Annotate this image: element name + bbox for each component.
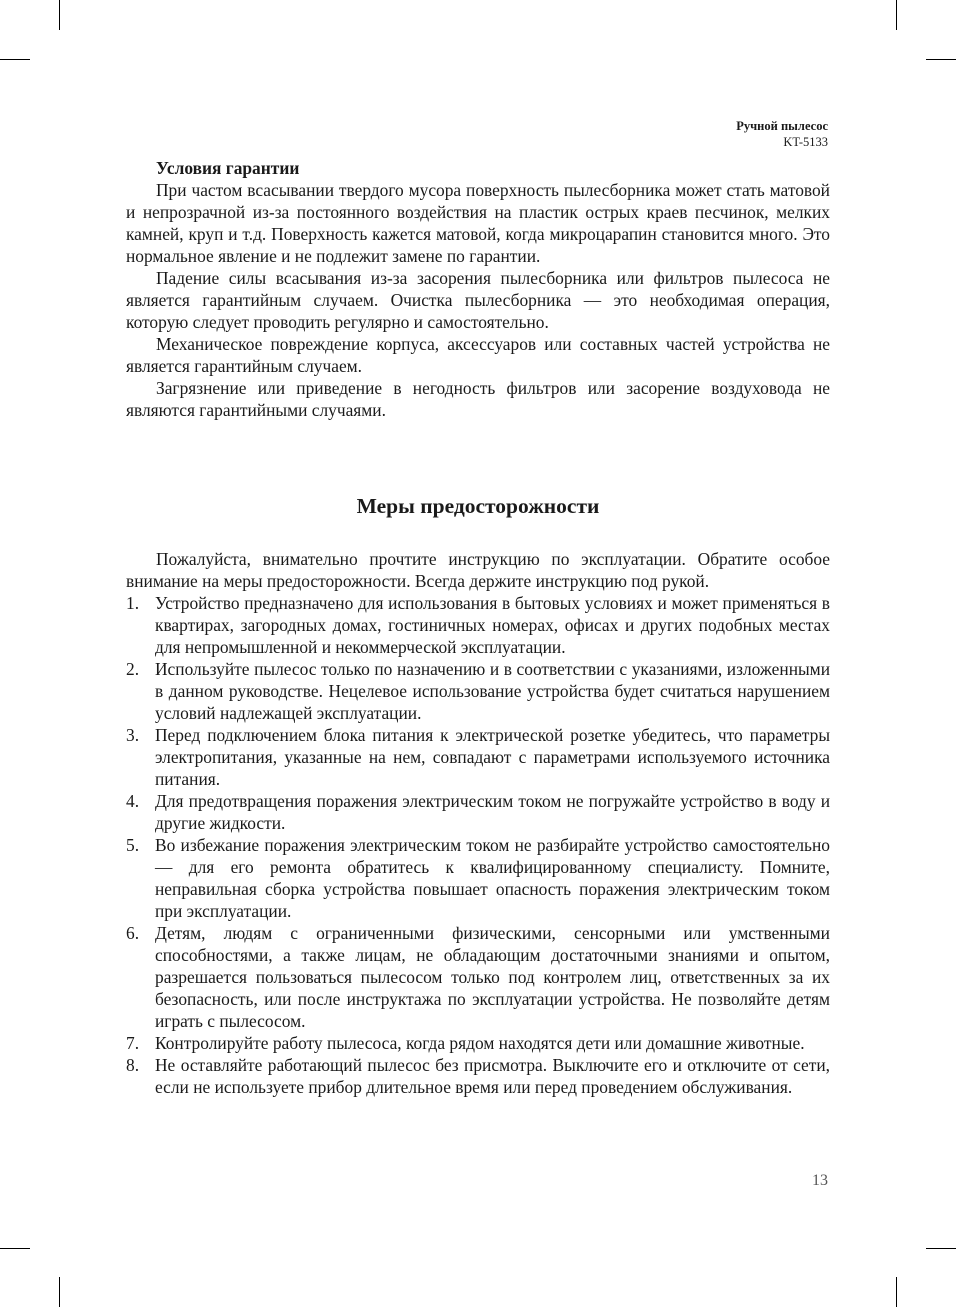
warranty-paragraph: Падение силы всасывания из-за засорения пылесборника или фильтров пылесоса не является гарантийным случаем. Очистка пылесборника — это необходимая операция, которую следует проводить регулярно и самостоятельно. bbox=[126, 268, 830, 332]
list-item-number: 6. bbox=[126, 923, 140, 943]
list-item-number: 2. bbox=[126, 659, 140, 679]
list-item-number: 3. bbox=[126, 725, 140, 745]
crop-mark-bottom-right-h bbox=[926, 1248, 956, 1249]
list-item bbox=[126, 658, 830, 724]
list-item bbox=[126, 592, 830, 658]
precautions-intro: Пожалуйста, внимательно прочтите инструкцию по эксплуатации. Обратите особое внимание на меры предосторожности. Всегда держите инструкцию под рукой. bbox=[126, 549, 830, 591]
running-header bbox=[736, 118, 828, 150]
header-product-name: Ручной пылесос bbox=[736, 119, 828, 133]
list-item-text: Устройство предназначено для использования в бытовых условиях и может применяться в квартирах, загородных домах, гостиничных номерах, офисах и других подобных местах для непромышленной и некоммерческой эксплуатации. bbox=[155, 593, 830, 657]
list-item-text: Перед подключением блока питания к электрической розетке убедитесь, что параметры электропитания, указанные на нем, совпадают с параметрами используемого источника питания. bbox=[155, 725, 830, 789]
list-item-text: Детям, людям с ограниченными физическими, сенсорными или умственными способностями, а также лицам, не обладающим достаточными знаниями и опытом, разрешается пользоваться пылесосом только под контролем лиц, ответственных за их безопасность, или после инструктажа по эксплуатации устройства. Не позволяйте детям играть с пылесосом. bbox=[155, 923, 830, 1031]
list-item bbox=[126, 922, 830, 1032]
list-item bbox=[126, 724, 830, 790]
precautions-title: Меры предосторожности bbox=[356, 494, 600, 518]
list-item bbox=[126, 834, 830, 922]
list-item-number: 8. bbox=[126, 1055, 140, 1075]
list-item-number: 1. bbox=[126, 593, 140, 613]
list-item-number: 4. bbox=[126, 791, 140, 811]
warranty-title: Условия гарантии bbox=[156, 158, 300, 178]
crop-mark-top-right bbox=[896, 0, 897, 30]
list-item bbox=[126, 1032, 830, 1054]
warranty-paragraph: При частом всасывании твердого мусора поверхность пылесборника может стать матовой и непрозрачной из-за постоянного воздействия на пластик острых краев песчинок, мелких камней, круп и т.д. Поверхность кажется матовой, когда микроцарапин становится много. Это нормальное явление и не подлежит замене по гарантии. bbox=[126, 180, 830, 266]
crop-mark-bottom-left-h bbox=[0, 1248, 30, 1249]
list-item-text: Используйте пылесос только по назначению и в соответствии с указаниями, изложенными в данном руководстве. Нецелевое использование устройства будет считаться нарушением условий надлежащей эксплуатации. bbox=[155, 659, 830, 723]
header-model: KT-5133 bbox=[783, 135, 828, 149]
page-content bbox=[126, 157, 830, 1098]
list-item-number: 5. bbox=[126, 835, 140, 855]
warranty-paragraph: Механическое повреждение корпуса, аксессуаров или составных частей устройства не является гарантийным случаем. bbox=[126, 334, 830, 376]
list-item bbox=[126, 1054, 830, 1098]
precautions-list bbox=[126, 592, 830, 1098]
list-item-number: 7. bbox=[126, 1033, 140, 1053]
crop-mark-bottom-right bbox=[896, 1277, 897, 1307]
list-item bbox=[126, 790, 830, 834]
list-item-text: Во избежание поражения электрическим током не разбирайте устройство самостоятельно — для его ремонта обратитесь к квалифицированному специалисту. Помните, неправильная сборка устройства повышает опасность поражения электрическим током при эксплуатации. bbox=[155, 835, 830, 921]
page-number: 13 bbox=[812, 1172, 828, 1189]
list-item-text: Для предотвращения поражения электрическим током не погружайте устройство в воду и другие жидкости. bbox=[155, 791, 830, 833]
crop-mark-bottom-left bbox=[59, 1277, 60, 1307]
crop-mark-top-right-h bbox=[926, 59, 956, 60]
warranty-paragraph: Загрязнение или приведение в негодность фильтров или засорение воздуховода не являются гарантийными случаями. bbox=[126, 378, 830, 420]
crop-mark-top-left bbox=[59, 0, 60, 30]
list-item-text: Не оставляйте работающий пылесос без присмотра. Выключите его и отключите от сети, если не используете прибор длительное время или перед проведением обслуживания. bbox=[155, 1055, 830, 1097]
crop-mark-top-left-h bbox=[0, 59, 30, 60]
list-item-text: Контролируйте работу пылесоса, когда рядом находятся дети или домашние животные. bbox=[155, 1033, 805, 1053]
